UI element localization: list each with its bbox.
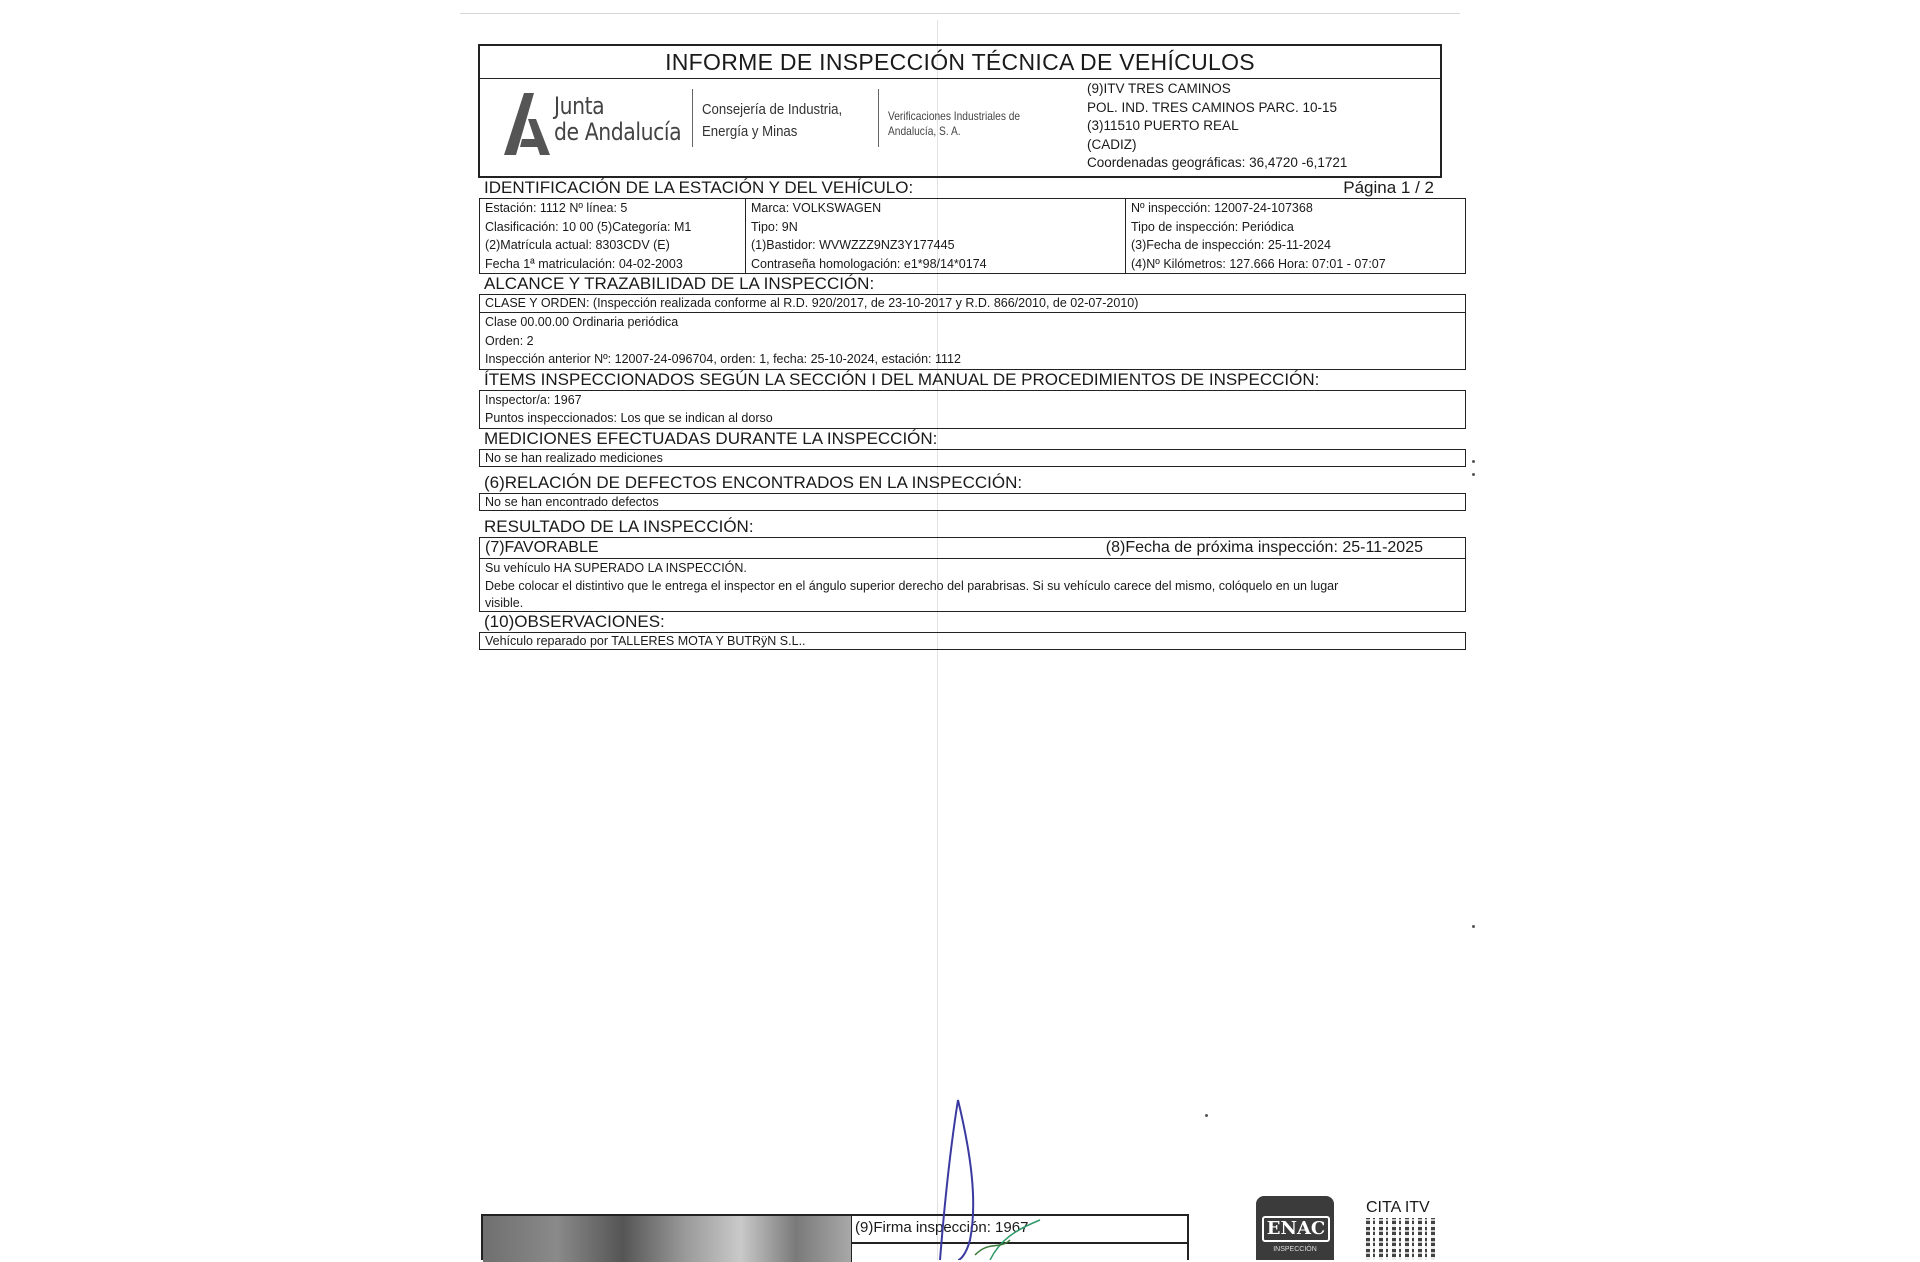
orden: Orden: 2	[485, 333, 534, 348]
scan-speck	[1472, 925, 1475, 928]
puntos-inspeccionados: Puntos inspeccionados: Los que se indican al dorso	[485, 411, 773, 425]
defectos-heading: (6)RELACIÓN DE DEFECTOS ENCONTRADOS EN LA INSPECCIÓN:	[484, 472, 1023, 492]
observaciones-text: Vehículo reparado por TALLERES MOTA Y BUTRÿN S.L..	[485, 633, 806, 648]
report-header	[478, 44, 1442, 178]
station-street: POL. IND. TRES CAMINOS PARC. 10-15	[1087, 99, 1338, 115]
tipo: Tipo: 9N	[751, 219, 798, 234]
station-coordinates: Coordenadas geográficas: 36,4720 -6,1721	[1087, 155, 1348, 170]
numero-inspeccion: Nº inspección: 12007-24-107368	[1131, 201, 1313, 215]
station-city: (3)11510 PUERTO REAL	[1087, 118, 1239, 133]
inspeccion-anterior: Inspección anterior Nº: 12007-24-096704, orden: 1, fecha: 25-10-2024, estación: 1112	[485, 352, 961, 366]
report-title: INFORME DE INSPECCIÓN TÉCNICA DE VEHÍCULOS	[480, 46, 1440, 79]
identificacion-heading	[478, 178, 1442, 198]
inspection-info-column	[1126, 199, 1465, 273]
junta-line2: de Andalucía	[554, 118, 682, 146]
enac-badge	[1256, 1196, 1334, 1260]
scan-speck	[1472, 473, 1475, 476]
mediciones-text: No se han realizado mediciones	[485, 450, 663, 465]
items-box	[479, 390, 1466, 429]
items-heading: ÍTEMS INSPECCIONADOS SEGÚN LA SECCIÓN I DEL MANUAL DE PROCEDIMIENTOS DE INSPECCIÓN:	[484, 369, 1320, 389]
observaciones-heading: (10)OBSERVACIONES:	[484, 611, 665, 631]
station-province: (CADIZ)	[1087, 136, 1137, 152]
enac-logo: ENAC	[1262, 1216, 1330, 1242]
proxima-inspeccion: (8)Fecha de próxima inspección: 25-11-2025	[1105, 538, 1423, 556]
consejeria-line1: Consejería de Industria,	[702, 101, 843, 118]
clase-orden: CLASE Y ORDEN: (Inspección realizada conforme al R.D. 920/2017, de 23-10-2017 y R.D. 866/2010, de 02-07-2010)	[480, 295, 1465, 313]
consejeria-label	[702, 99, 842, 143]
inspector-signature	[930, 1090, 1060, 1260]
alcance-heading: ALCANCE Y TRAZABILIDAD DE LA INSPECCIÓN:	[484, 274, 875, 293]
matricula: (2)Matrícula actual: 8303CDV (E)	[485, 238, 670, 252]
junta-line1: Junta	[554, 92, 605, 120]
verificaciones-label	[888, 109, 1020, 139]
station-name: (9)ITV TRES CAMINOS	[1087, 81, 1231, 96]
fecha-matriculacion: Fecha 1ª matriculación: 04-02-2003	[485, 256, 683, 271]
logo-area	[480, 79, 1440, 179]
vehicle-info-column	[746, 199, 1126, 273]
verif-line2: Andalucía, S. A.	[888, 124, 961, 138]
fecha-inspeccion: (3)Fecha de inspección: 25-11-2024	[1131, 238, 1331, 252]
consejeria-line2: Energía y Minas	[702, 123, 798, 140]
resultado-box	[479, 537, 1466, 612]
kilometros-hora: (4)Nº Kilómetros: 127.666 Hora: 07:01 - 07:07	[1131, 256, 1386, 271]
inspection-report	[478, 44, 1442, 650]
scan-edge	[460, 13, 1460, 14]
junta-andalucia-logo-icon	[498, 89, 556, 157]
distintivo-text-end: visible.	[485, 595, 524, 610]
defectos-text: No se han encontrado defectos	[485, 494, 659, 509]
station-info-column	[480, 199, 746, 273]
logo-divider	[692, 89, 693, 147]
mediciones-box	[479, 449, 1466, 467]
cita-itv-label: CITA ITV	[1366, 1199, 1430, 1216]
qr-code-pattern	[1366, 1218, 1438, 1260]
inspector: Inspector/a: 1967	[485, 392, 582, 407]
identificacion-table	[479, 198, 1466, 274]
vehicle-photo	[483, 1216, 852, 1262]
firma-inspeccion: (9)Firma inspección: 1967	[855, 1219, 1029, 1236]
clasificacion: Clasificación: 10 00 (5)Categoría: M1	[485, 219, 692, 234]
bastidor: (1)Bastidor: WVWZZZ9NZ3Y177445	[751, 238, 955, 252]
firma-table	[481, 1214, 1189, 1260]
estacion-linea: Estación: 1112 Nº línea: 5	[485, 201, 628, 215]
logo-divider	[878, 89, 879, 147]
verif-line1: Verificaciones Industriales de	[888, 109, 1021, 123]
superado-text: Su vehículo HA SUPERADO LA INSPECCIÓN.	[485, 560, 747, 575]
junta-andalucia-wordmark	[554, 93, 681, 145]
alcance-box	[479, 294, 1466, 370]
resultado-heading: RESULTADO DE LA INSPECCIÓN:	[484, 516, 754, 536]
scan-speck	[1472, 460, 1475, 463]
resultado-favorable: (7)FAVORABLE	[485, 538, 599, 556]
observaciones-box	[479, 632, 1466, 650]
resultado-header-row	[480, 538, 1465, 559]
enac-subtitle: INSPECCIÓN	[1273, 1246, 1317, 1253]
identificacion-heading-text: IDENTIFICACIÓN DE LA ESTACIÓN Y DEL VEHÍCULO:	[484, 178, 914, 197]
scan-speck	[1205, 1114, 1208, 1117]
tipo-inspeccion: Tipo de inspección: Periódica	[1131, 219, 1294, 234]
marca: Marca: VOLKSWAGEN	[751, 201, 882, 215]
mediciones-heading: MEDICIONES EFECTUADAS DURANTE LA INSPECCIÓN:	[484, 428, 938, 448]
page-number: Página 1 / 2	[1343, 178, 1434, 197]
defectos-box	[479, 493, 1466, 511]
contrasena-homologacion: Contraseña homologación: e1*98/14*0174	[751, 256, 987, 271]
station-address	[1087, 80, 1347, 173]
clase: Clase 00.00.00 Ordinaria periódica	[485, 315, 679, 329]
distintivo-text: Debe colocar el distintivo que le entrega el inspector en el ángulo superior derecho del parabrisas. Si su vehículo carece del mismo, colóquelo en un lugar	[485, 579, 1339, 593]
